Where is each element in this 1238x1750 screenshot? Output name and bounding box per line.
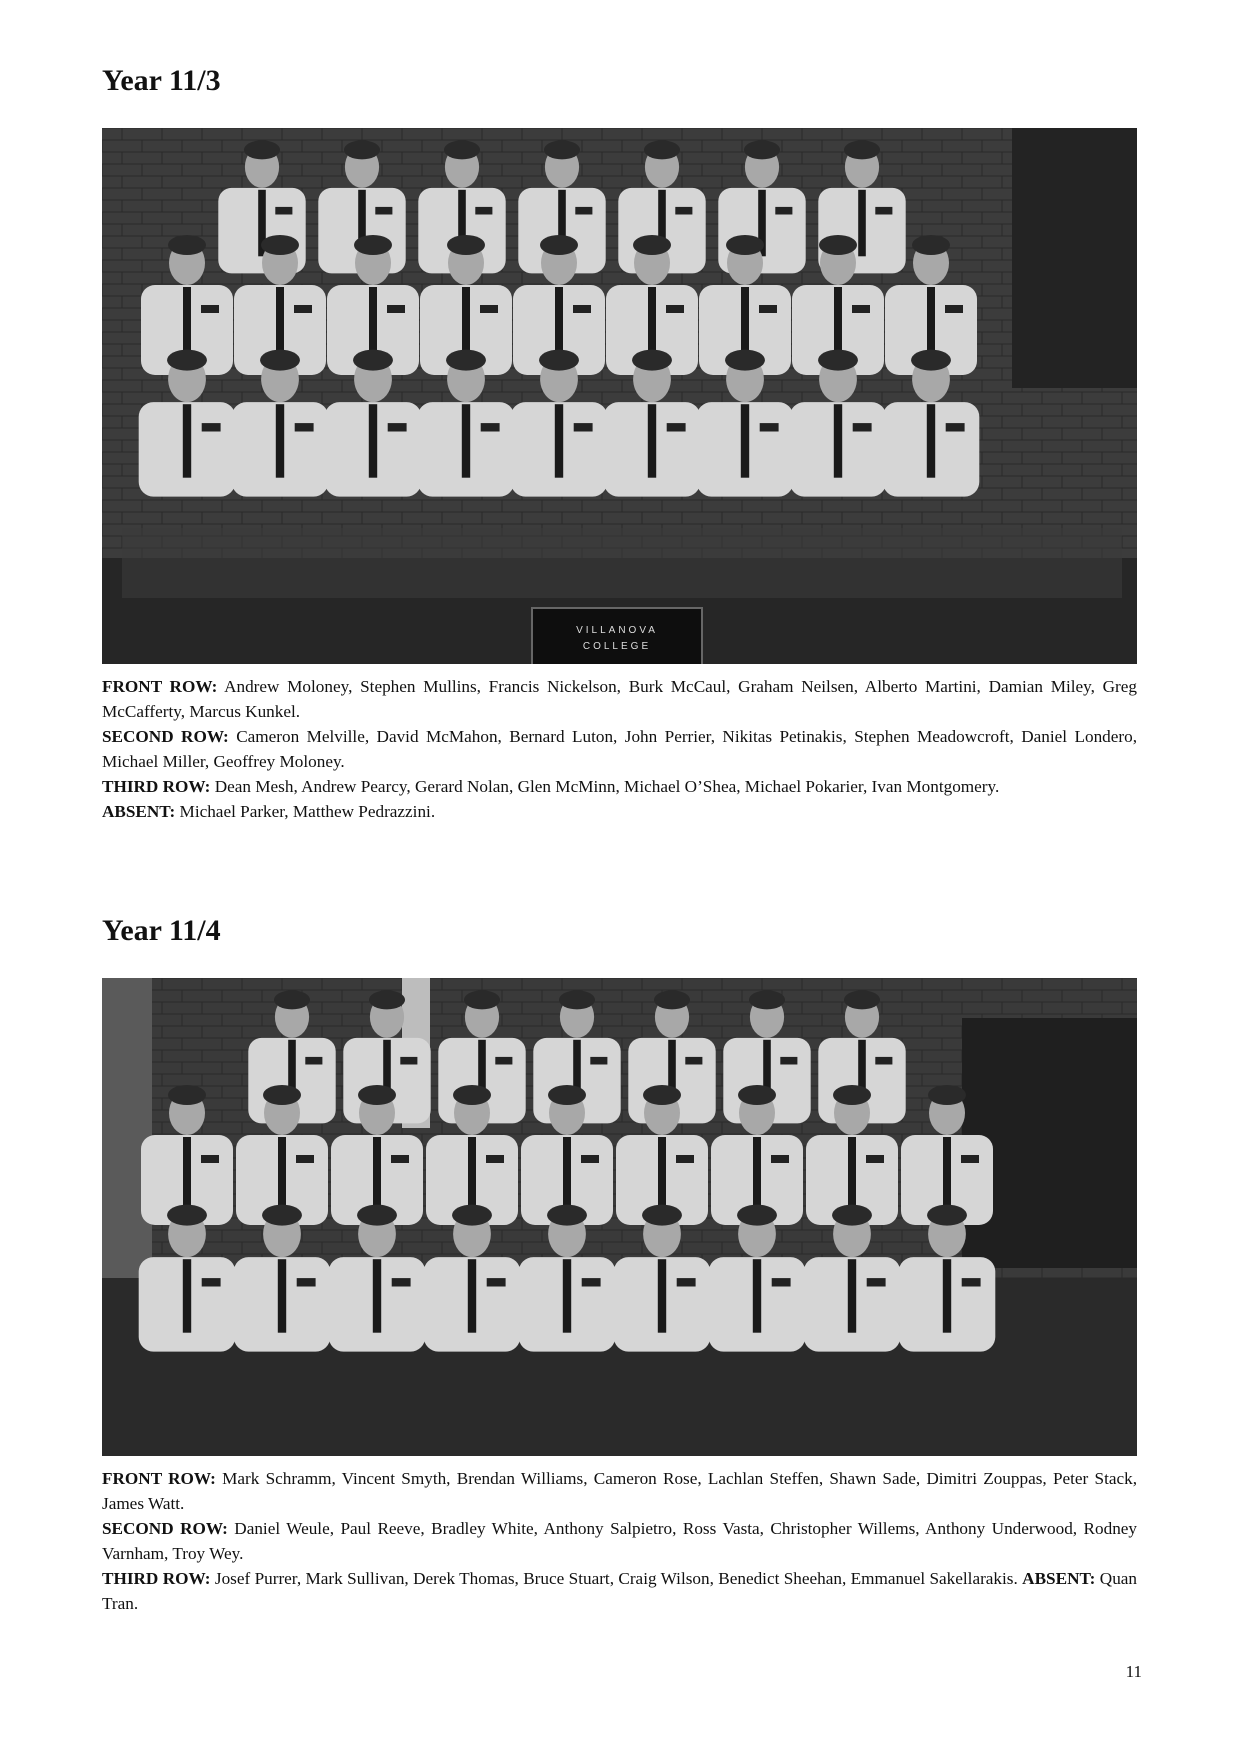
section-title: Year 11/3: [102, 64, 221, 97]
caption-third-row-and-absent: [102, 1566, 1137, 1616]
section-title: Year 11/4: [102, 914, 221, 947]
class-photo-11-4: [102, 978, 1137, 1456]
row-names: Mark Schramm, Vincent Smyth, Brendan Williams, Cameron Rose, Lachlan Steffen, Shawn Sade, Dimitri Zouppas, Peter Stack, James Watt.: [102, 1469, 1137, 1513]
row-names: Andrew Moloney, Stephen Mullins, Francis Nickelson, Burk McCaul, Graham Neilsen, Alberto Martini, Damian Miley, Greg McCafferty, Marcus Kunkel.: [102, 677, 1137, 721]
row-names: Daniel Weule, Paul Reeve, Bradley White, Anthony Salpietro, Ross Vasta, Christopher Willems, Anthony Underwood, Rodney Varnham, Troy Wey.: [102, 1519, 1138, 1563]
row-names: Michael Parker, Matthew Pedrazzini.: [179, 802, 436, 821]
caption-absent: [102, 799, 1137, 824]
row-label: FRONT ROW:: [102, 677, 218, 696]
caption-front-row: [102, 1466, 1137, 1516]
row-label: SECOND ROW:: [102, 727, 229, 746]
row-label: ABSENT:: [1022, 1569, 1096, 1588]
caption-front-row: [102, 674, 1137, 724]
row-label: SECOND ROW:: [102, 1519, 228, 1538]
section-year-11-4: [102, 912, 1137, 1616]
row-label: THIRD ROW:: [102, 1569, 211, 1588]
section-year-11-3: [102, 62, 1137, 824]
class-photo-image: [102, 128, 1137, 664]
row-label: THIRD ROW:: [102, 777, 211, 796]
sign-text-line2: COLLEGE: [582, 641, 652, 652]
row-names: Dean Mesh, Andrew Pearcy, Gerard Nolan, Glen McMinn, Michael O’Shea, Michael Pokarier, Ivan Montgomery.: [214, 777, 1000, 796]
photo-caption: [102, 1466, 1137, 1616]
page-number: 11: [1125, 1662, 1142, 1681]
row-names: Cameron Melville, David McMahon, Bernard Luton, John Perrier, Nikitas Petinakis, Stephen Meadowcroft, Daniel Londero, Michael Miller, Geoffrey Moloney.: [102, 727, 1137, 771]
class-photo-11-3: [102, 128, 1137, 664]
caption-second-row: [102, 724, 1137, 774]
row-label: FRONT ROW:: [102, 1469, 216, 1488]
class-photo-image: [102, 978, 1137, 1456]
sign-text-line1: VILLANOVA: [576, 625, 658, 636]
row-names: Josef Purrer, Mark Sullivan, Derek Thomas, Bruce Stuart, Craig Wilson, Benedict Sheehan, Emmanuel Sakellarakis.: [214, 1569, 1018, 1588]
caption-second-row: [102, 1516, 1137, 1566]
row-label: ABSENT:: [102, 802, 176, 821]
villanova-sign: [532, 608, 702, 664]
photo-caption: [102, 674, 1137, 824]
row-names: Quan Tran.: [102, 1569, 1138, 1613]
caption-third-row: [102, 774, 1137, 799]
